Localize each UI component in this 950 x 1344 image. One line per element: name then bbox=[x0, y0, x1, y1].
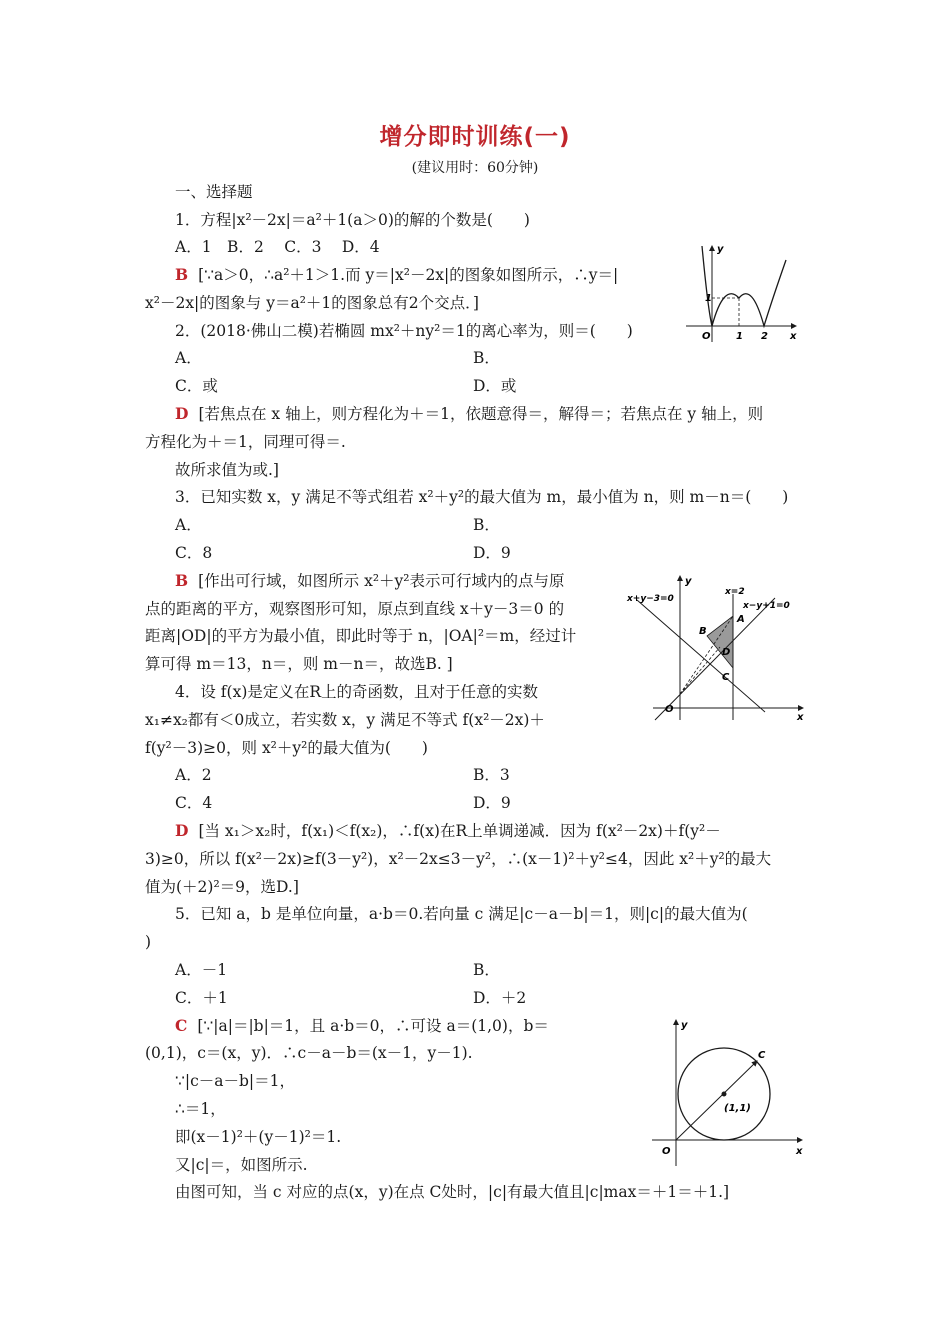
text-line bbox=[175, 1182, 729, 1202]
line-text: B． bbox=[473, 349, 500, 367]
text-line bbox=[145, 849, 771, 869]
text-line bbox=[473, 793, 511, 813]
text-line bbox=[175, 960, 227, 980]
line-text: ∴＝1， bbox=[175, 1100, 226, 1118]
text-line bbox=[175, 515, 202, 535]
fig1-y-tick-1: 1 bbox=[705, 293, 712, 304]
line-text: B． bbox=[473, 516, 500, 534]
fig3-origin-label: O bbox=[665, 704, 674, 715]
line-text: 点的距离的平方，观察图形可知，原点到直线 x＋y－3＝0 的 bbox=[145, 600, 565, 618]
text-line bbox=[145, 710, 545, 730]
text-line bbox=[175, 765, 212, 785]
text-line bbox=[175, 376, 218, 396]
line-text: 又|c|＝，如图所示. bbox=[175, 1156, 308, 1174]
text-line bbox=[175, 988, 228, 1008]
text-line bbox=[175, 1099, 226, 1119]
line-text: A．－1 bbox=[175, 961, 228, 979]
fig5-x-label: x bbox=[796, 1146, 803, 1157]
fig3-point-a: A bbox=[737, 614, 745, 625]
text-line bbox=[473, 960, 500, 980]
line-text: x²－2x|的图象与 y＝a²＋1的图象总有2个交点．] bbox=[145, 294, 479, 312]
fig3-point-d: D bbox=[722, 647, 731, 658]
text-line bbox=[145, 432, 346, 452]
line-text: 故所求值为或.] bbox=[175, 461, 279, 479]
text-line bbox=[145, 293, 479, 313]
text-line bbox=[175, 682, 538, 702]
line-text: C．或 bbox=[175, 377, 218, 395]
section-heading: 一、选择题 bbox=[175, 183, 253, 201]
line-text: B． bbox=[473, 961, 500, 979]
fig3-point-c: C bbox=[722, 672, 730, 683]
figure-unit-circle bbox=[650, 1016, 810, 1166]
line-text: 方程化为＋＝1，同理可得＝. bbox=[145, 433, 346, 451]
text-line bbox=[175, 487, 788, 507]
line-text: (0,1)，c＝(x，y)．∴c－a－b＝(x－1，y－1). bbox=[145, 1044, 473, 1062]
text-line bbox=[175, 543, 212, 563]
text-line bbox=[473, 515, 500, 535]
page-title: 增分即时训练(一) bbox=[379, 124, 571, 150]
line-text: A． bbox=[175, 516, 202, 534]
answer-letter: D bbox=[175, 404, 189, 423]
fig1-x-tick-1: 1 bbox=[736, 331, 743, 342]
fig3-point-b: B bbox=[699, 626, 707, 637]
line-text: A．2 bbox=[175, 766, 212, 784]
line-text: 值为(＋2)²＝9，选D.] bbox=[145, 878, 299, 896]
answer-letter: B bbox=[175, 265, 189, 284]
answer-letter: B bbox=[175, 571, 189, 590]
line-text: 4．设 f(x)是定义在R上的奇函数，且对于任意的实数 bbox=[175, 683, 539, 701]
line-text: C．4 bbox=[175, 794, 213, 812]
text-line bbox=[145, 738, 428, 758]
fig1-origin-label: O bbox=[702, 331, 711, 342]
answer-letter: C bbox=[175, 1016, 188, 1035]
text-line bbox=[175, 237, 380, 257]
figure-feasible-region bbox=[625, 572, 810, 722]
line-text: 3)≥0，所以 f(x²－2x)≥f(3－y²)，x²－2x≤3－y²，∴(x－1)²＋y²≤4，因此 x²＋y²的最大 bbox=[145, 850, 772, 868]
fig1-y-label: y bbox=[717, 244, 724, 255]
line-text: 5．已知 a，b 是单位向量，a·b＝0.若向量 c 满足|c－a－b|＝1，则|c|的最大值为( bbox=[175, 905, 748, 923]
line-text: A．1 B．2 C．3 D．4 bbox=[175, 238, 380, 256]
line-text: [作出可行域，如图所示 x²＋y²表示可行域内的点与原 bbox=[198, 572, 565, 590]
line-text: D．9 bbox=[473, 794, 511, 812]
line-text: B．3 bbox=[473, 766, 510, 784]
text-line bbox=[175, 1155, 308, 1175]
line-text: [若焦点在 x 轴上，则方程化为＋＝1，依题意得＝，解得＝；若焦点在 y 轴上，则 bbox=[198, 405, 764, 423]
answer-letter: D bbox=[175, 821, 189, 840]
fig5-point-c: C bbox=[758, 1050, 766, 1061]
line-text: [∵|a|＝|b|＝1，且 a·b＝0，∴可设 a＝(1,0)，b＝ bbox=[197, 1017, 549, 1035]
fig3-line-label-2: x=2 bbox=[725, 587, 745, 597]
line-text: 算可得 m＝13，n＝，则 m－n＝，故选B. ] bbox=[145, 655, 453, 673]
text-line bbox=[175, 821, 721, 841]
text-line bbox=[145, 654, 453, 674]
text-line bbox=[473, 765, 510, 785]
line-text: 即(x－1)²＋(y－1)²＝1. bbox=[175, 1128, 342, 1146]
text-line bbox=[175, 348, 202, 368]
fig1-x-tick-2: 2 bbox=[761, 331, 768, 342]
text-line bbox=[473, 376, 516, 396]
text-line bbox=[145, 1043, 473, 1063]
line-text: ∵|c－a－b|＝1， bbox=[175, 1072, 296, 1090]
fig5-origin-label: O bbox=[662, 1146, 671, 1157]
line-text: 由图可知，当 c 对应的点(x，y)在点 C处时，|c|有最大值且|c|max＝＋1＝＋1.] bbox=[175, 1183, 730, 1201]
text-line bbox=[175, 1071, 295, 1091]
line-text: [∵a＞0，∴a²＋1＞1.而 y＝|x²－2x|的图象如图所示，∴y＝| bbox=[198, 266, 619, 284]
text-line bbox=[175, 210, 530, 230]
text-line bbox=[175, 460, 279, 480]
text-line bbox=[175, 321, 633, 341]
line-text: D．9 bbox=[473, 544, 511, 562]
fig5-y-label: y bbox=[681, 1020, 688, 1031]
text-line bbox=[145, 599, 564, 619]
text-line bbox=[473, 543, 511, 563]
fig1-x-label: x bbox=[790, 331, 797, 342]
fig3-x-label: x bbox=[797, 712, 804, 722]
line-text: C．8 bbox=[175, 544, 213, 562]
text-line bbox=[175, 404, 763, 424]
fig3-line-label-1: x+y−3=0 bbox=[627, 594, 674, 604]
text-line bbox=[175, 571, 565, 591]
text-line bbox=[175, 904, 748, 924]
text-line bbox=[175, 793, 212, 813]
fig3-y-label: y bbox=[685, 576, 692, 587]
page-subtitle: (建议用时：60分钟) bbox=[411, 160, 539, 176]
text-line bbox=[473, 988, 526, 1008]
text-line bbox=[175, 265, 618, 285]
text-line bbox=[473, 348, 500, 368]
line-text: D．＋2 bbox=[473, 989, 527, 1007]
text-line bbox=[145, 877, 299, 897]
text-line bbox=[175, 1016, 549, 1036]
line-text: A． bbox=[175, 349, 202, 367]
line-text: x₁≠x₂都有＜0成立，若实数 x，y 满足不等式 f(x²－2x)＋ bbox=[145, 711, 545, 729]
figure-abs-parabola bbox=[684, 240, 804, 345]
line-text: 3．已知实数 x，y 满足不等式组若 x²＋y²的最大值为 m，最小值为 n，则 m－n＝( ) bbox=[175, 488, 789, 506]
line-text: 2．(2018·佛山二模)若椭圆 mx²＋ny²＝1的离心率为，则＝( ) bbox=[175, 322, 633, 340]
line-text: D．或 bbox=[473, 377, 517, 395]
text-line bbox=[175, 1127, 341, 1147]
fig5-center-label: (1,1) bbox=[724, 1103, 751, 1114]
line-text: 1．方程|x²－2x|＝a²＋1(a＞0)的解的个数是( ) bbox=[175, 211, 530, 229]
line-text: [当 x₁＞x₂时，f(x₁)＜f(x₂)，∴f(x)在R上单调递减．因为 f(x²－2x)＋f(y²－ bbox=[198, 822, 721, 840]
text-line bbox=[145, 932, 151, 952]
line-text: ) bbox=[145, 933, 152, 951]
fig3-line-label-3: x−y+1=0 bbox=[743, 601, 790, 611]
text-line bbox=[145, 626, 576, 646]
line-text: f(y²－3)≥0，则 x²＋y²的最大值为( ) bbox=[145, 739, 428, 757]
line-text: 距离|OD|的平方为最小值，即此时等于 n，|OA|²＝m，经过计 bbox=[145, 627, 577, 645]
line-text: C．＋1 bbox=[175, 989, 228, 1007]
